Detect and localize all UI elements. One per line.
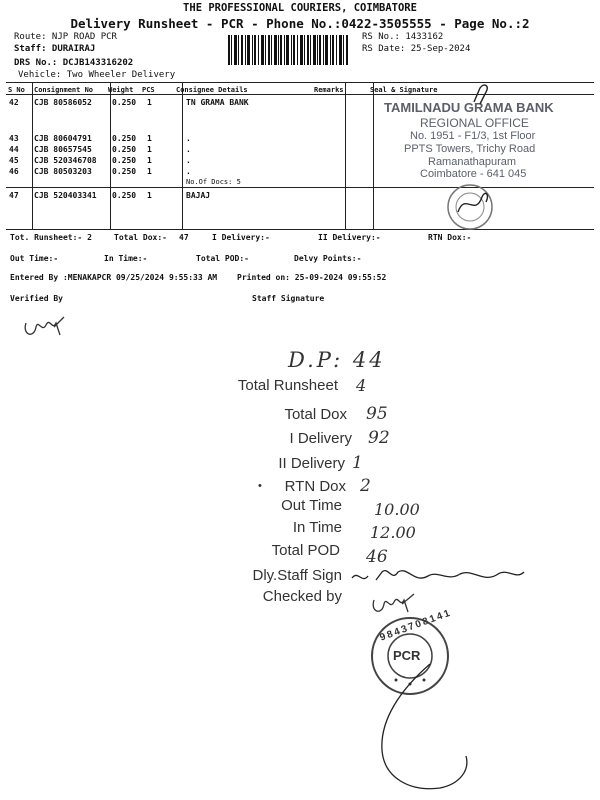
table-mid-rule: [6, 187, 594, 188]
row-pcs: 1: [147, 145, 152, 154]
hw-value-total-pod: 46: [366, 547, 388, 567]
col-header-consignee: Consignee Details: [176, 86, 248, 94]
row-weight: 0.250: [112, 167, 137, 176]
row-weight: 0.250: [112, 191, 137, 200]
row-weight: 0.250: [112, 98, 137, 107]
hw-value-in-time: 12.00: [370, 523, 416, 542]
hw-label-rtn-dox: RTN Dox: [284, 478, 346, 495]
row-consignment: CJB 80657545: [34, 145, 92, 154]
col-divider: [110, 82, 111, 229]
printed-on: Printed on: 25-09-2024 09:55:52: [237, 273, 387, 282]
row-pcs: 1: [147, 167, 152, 176]
barcode: [228, 35, 350, 65]
col-header-seal: Seal & Signature: [370, 86, 438, 94]
row-consignment: CJB 520403341: [34, 191, 97, 200]
long-signature-stroke: [370, 660, 480, 800]
hw-label-ii-delivery: II Delivery: [278, 455, 345, 472]
row-consignee: .: [186, 145, 191, 154]
hw-value-out-time: 10.00: [374, 500, 420, 519]
bank-stamp-line: REGIONAL OFFICE: [420, 116, 529, 130]
hw-label-out-time: Out Time: [281, 497, 342, 514]
col-header-pcs: PCS: [142, 86, 155, 94]
col-divider: [373, 82, 374, 229]
hw-value-ii-delivery: 1: [352, 453, 363, 473]
bank-stamp-line: Coimbatore - 641 045: [420, 168, 527, 180]
document-title: Delivery Runsheet - PCR - Phone No.:0422-3505555 - Page No.:2: [70, 16, 530, 31]
hw-label-checked-by: Checked by: [262, 588, 342, 605]
row-consignment: CJB 520346708: [34, 156, 97, 165]
col-divider: [345, 82, 346, 229]
route: Route: NJP ROAD PCR: [14, 32, 117, 42]
table-top-rule: [6, 82, 594, 83]
staff-signature-label: Staff Signature: [252, 294, 325, 303]
entered-by: Entered By :MENAKAPCR 09/25/2024 9:55:33 AM: [10, 273, 218, 282]
row-sno: 45: [9, 156, 19, 165]
row-sno: 44: [9, 145, 19, 154]
hw-label-total-pod: Total POD: [271, 542, 340, 559]
row-pcs: 1: [147, 134, 152, 143]
bank-stamp-line: TAMILNADU GRAMA BANK: [384, 100, 554, 115]
row-sno: 46: [9, 167, 19, 176]
out-time-label: Out Time:-: [10, 254, 59, 263]
col-header-remarks: Remarks: [314, 86, 344, 94]
total-runsheet: Tot. Runsheet:- 2: [10, 233, 92, 242]
bank-round-seal: [440, 182, 500, 232]
hw-value-total-runsheet: 4: [356, 376, 367, 395]
col-divider: [32, 82, 33, 229]
row-pcs: 1: [147, 156, 152, 165]
row-weight: 0.250: [112, 145, 137, 154]
row-consignee: TN GRAMA BANK: [186, 98, 249, 107]
total-pod-label: Total POD:-: [196, 254, 249, 263]
hw-value-total-dox: 95: [366, 404, 388, 424]
hw-value-i-delivery: 92: [368, 428, 390, 448]
signature-mark-icon: [470, 82, 494, 106]
row-pcs: 1: [147, 98, 152, 107]
total-dox-value: 47: [179, 233, 189, 242]
table-bottom-rule: [6, 229, 594, 230]
staff: Staff: DURAIRAJ: [14, 44, 96, 54]
i-delivery-label: I Delivery:-: [212, 233, 270, 242]
handwritten-dp: D.P: 44: [288, 348, 386, 372]
ii-delivery-label: II Delivery:-: [318, 233, 381, 242]
row-sno: 42: [9, 98, 19, 107]
delvy-points-label: Delvy Points:-: [294, 254, 362, 263]
hw-label-in-time: In Time: [292, 519, 342, 536]
row-consignee: .: [186, 156, 191, 165]
row-consignee: .: [186, 134, 191, 143]
row-consignment: CJB 80503203: [34, 167, 92, 176]
row-sno: 43: [9, 134, 19, 143]
rs-date: RS Date: 25-Sep-2024: [362, 44, 471, 54]
hw-label-i-delivery: I Delivery: [289, 430, 352, 447]
rs-number: RS No.: 1433162: [362, 32, 444, 42]
row-consignee: .: [186, 167, 191, 176]
verified-signature: [20, 305, 70, 345]
col-header-weight: Weight: [108, 86, 134, 94]
col-header-sno: S No: [8, 86, 25, 94]
bullet-mark: •: [258, 480, 262, 492]
pcr-stamp-ring-text: 9843708141: [378, 607, 454, 644]
row-weight: 0.250: [112, 134, 137, 143]
rtn-dox-label: RTN Dox:-: [428, 233, 472, 242]
hw-label-staff-sign: Dly.Staff Sign: [252, 567, 342, 584]
verified-by-label: Verified By: [10, 294, 63, 303]
hw-label-total-runsheet: Total Runsheet: [237, 377, 338, 394]
vehicle: Vehicle: Two Wheeler Delivery: [18, 70, 176, 80]
row-consignment: CJB 80586052: [34, 98, 92, 107]
bank-stamp-line: Ramanathapuram: [428, 156, 517, 168]
table-header-rule: [6, 94, 594, 95]
no-of-docs: No.Of Docs: 5: [186, 178, 241, 186]
row-consignment: CJB 80604791: [34, 134, 92, 143]
in-time-label: In Time:-: [104, 254, 148, 263]
pcr-stamp-center: PCR: [393, 648, 421, 663]
row-consignee: BAJAJ: [186, 191, 211, 200]
total-dox-label: Total Dox:-: [114, 233, 167, 242]
hw-value-rtn-dox: 2: [360, 476, 371, 496]
col-divider: [182, 82, 183, 229]
bank-stamp-line: No. 1951 - F1/3, 1st Floor: [410, 130, 536, 142]
company-name: THE PROFESSIONAL COURIERS, COIMBATORE: [183, 2, 417, 14]
row-sno: 47: [9, 191, 19, 200]
hw-label-total-dox: Total Dox: [284, 406, 347, 423]
row-pcs: 1: [147, 191, 152, 200]
row-weight: 0.250: [112, 156, 137, 165]
drs-number: DRS No.: DCJB143316202: [14, 58, 134, 68]
bank-stamp-line: PPTS Towers, Trichy Road: [404, 143, 536, 155]
col-header-consignment: Consignment No: [34, 86, 94, 94]
